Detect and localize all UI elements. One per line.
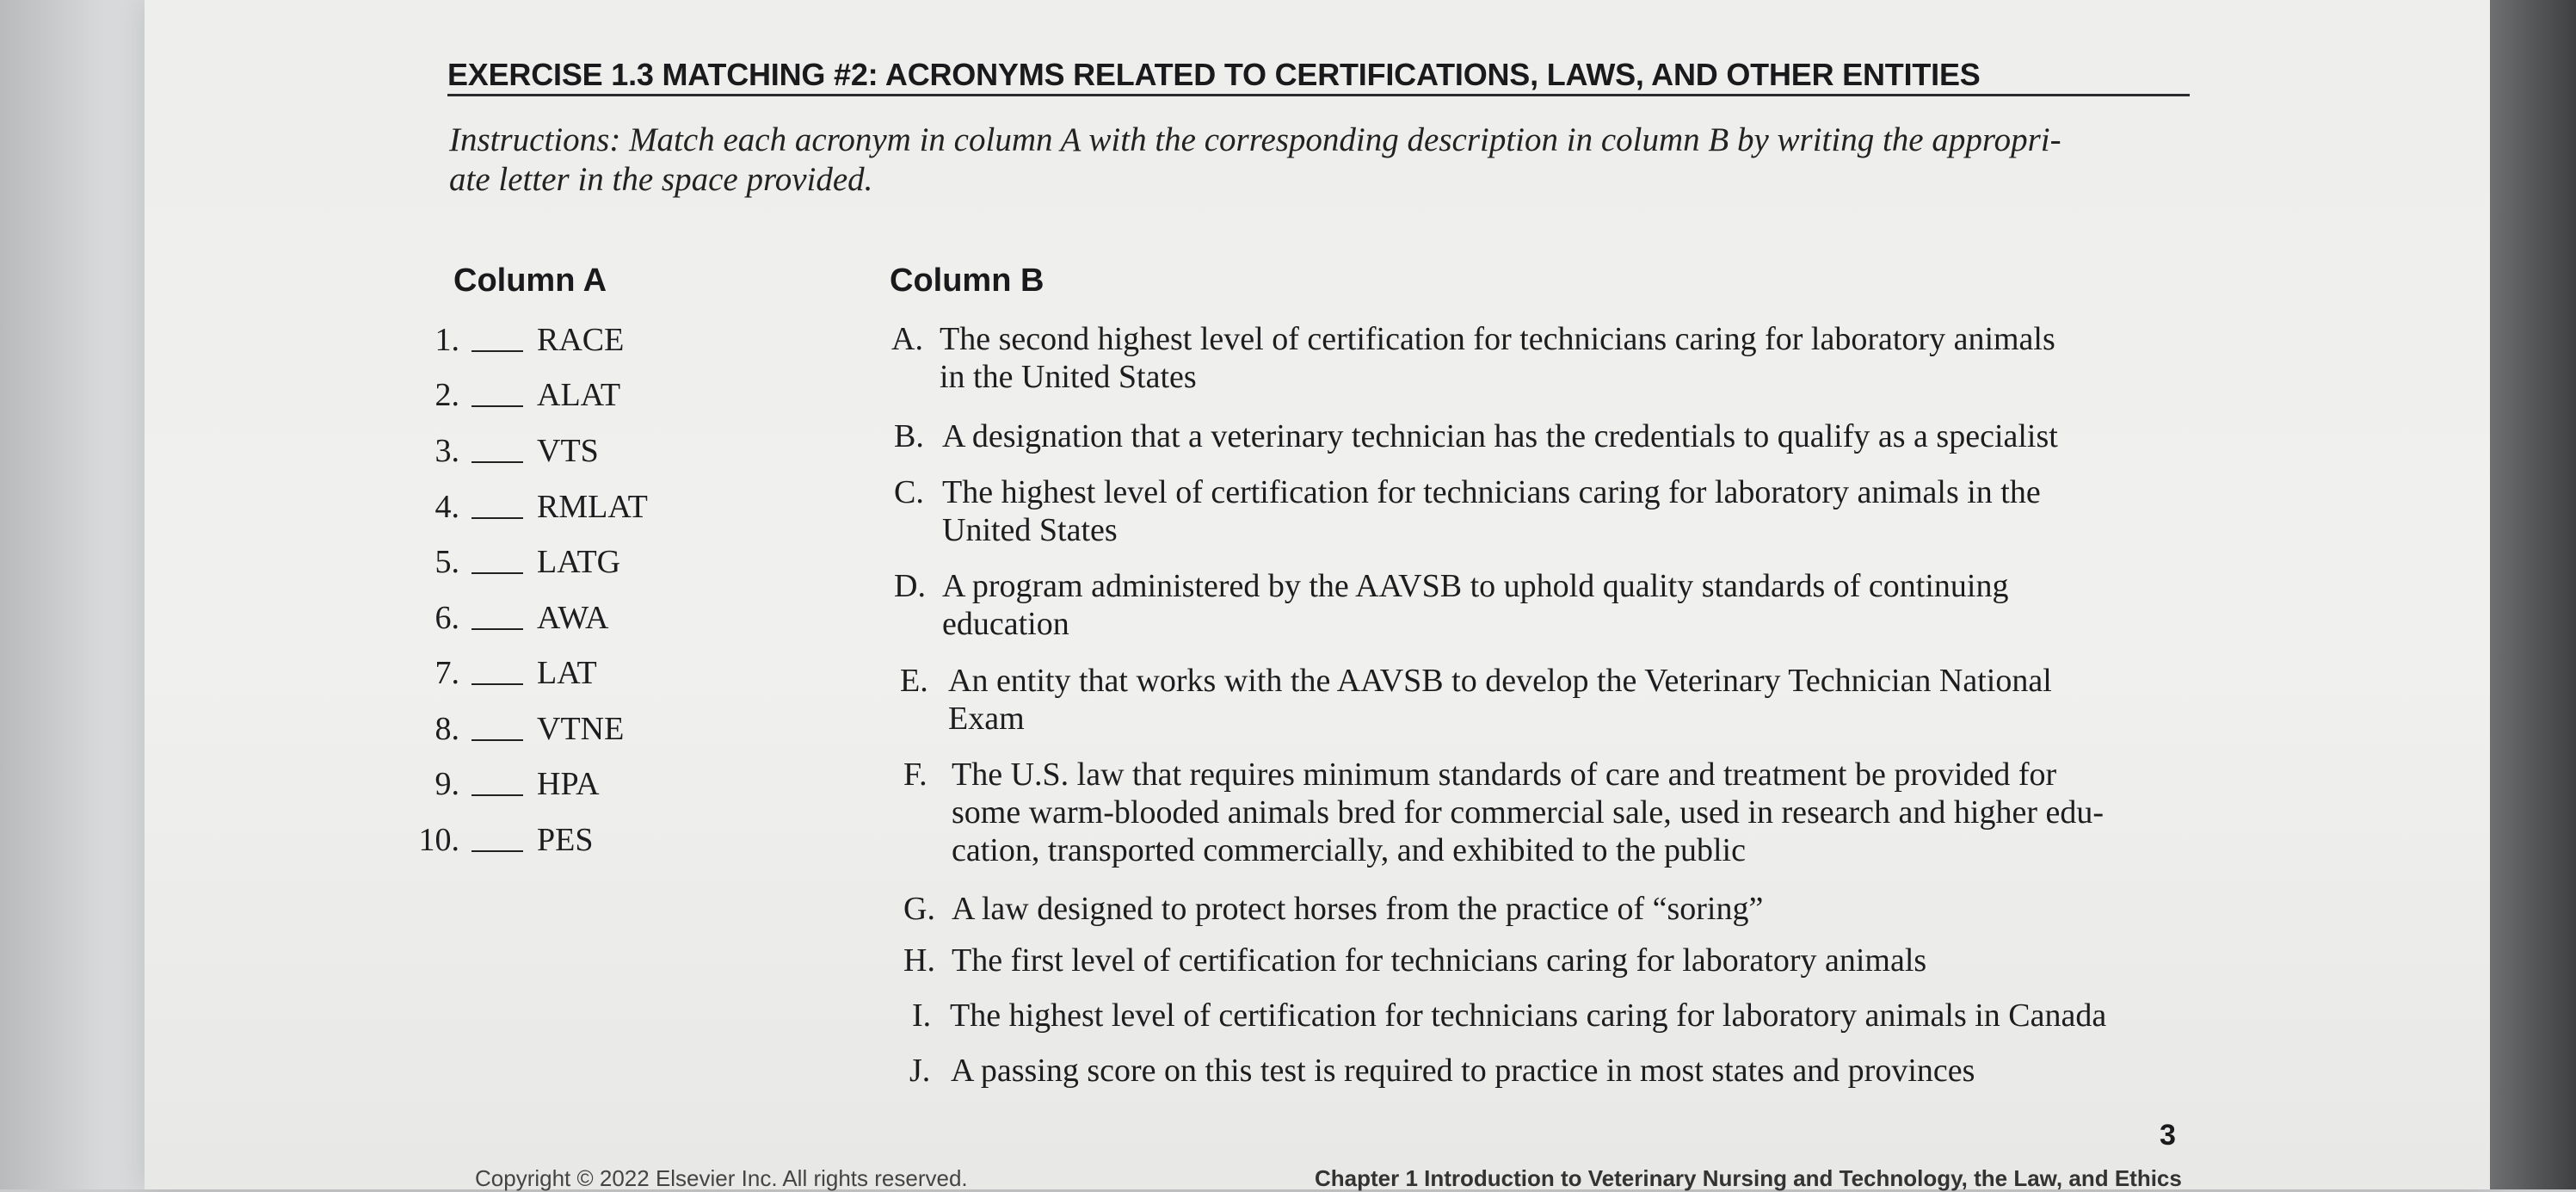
item-number: 1. [434,322,459,358]
item-letter: H. [903,942,935,979]
acronym: VTS [537,433,599,469]
acronym: LAT [537,655,597,691]
item-letter: J. [909,1053,931,1089]
item-number: 6. [434,600,459,636]
description-line: An entity that works with the AAVSB to develop the Veterinary Technician National [948,663,2052,699]
answer-blank[interactable] [471,350,523,352]
acronym: PES [537,822,594,858]
acronym: RACE [537,322,625,358]
item-letter: B. [894,418,924,454]
acronym: RMLAT [537,489,648,525]
column-a-heading: Column A [453,262,607,299]
description-line: The U.S. law that requires minimum standards of care and treatment be provided for [952,757,2057,793]
answer-blank[interactable] [471,850,523,852]
item-letter: E. [900,663,928,699]
chapter-footer: Chapter 1 Introduction to Veterinary Nursing and Technology, the Law, and Ethics [1315,1165,2182,1191]
acronym: VTNE [537,711,625,747]
item-number: 8. [434,711,459,747]
page-number: 3 [2160,1119,2176,1152]
description-line: some warm-blooded animals bred for commercial sale, used in research and higher edu- [952,794,2104,831]
item-number: 2. [434,377,459,413]
answer-blank[interactable] [471,628,523,630]
answer-blank[interactable] [471,461,523,463]
answer-blank[interactable] [471,683,523,685]
acronym: HPA [537,766,600,802]
instructions-line-2: ate letter in the space provided. [449,161,873,198]
description-line: A designation that a veterinary technician has the credentials to qualify as a specialist [942,418,2058,454]
description-line: cation, transported commercially, and exhibited to the public [952,832,1746,868]
acronym: ALAT [537,377,621,413]
answer-blank[interactable] [471,405,523,407]
description-line: Exam [948,701,1025,737]
monitor-bezel [2490,0,2576,1189]
description-line: The highest level of certification for technicians caring for laboratory animals in Canada [950,997,2107,1034]
answer-blank[interactable] [471,572,523,574]
description-line: A program administered by the AAVSB to uphold quality standards of continuing [942,568,2009,604]
item-number: 10. [418,822,459,858]
answer-blank[interactable] [471,794,523,796]
acronym: LATG [537,544,621,580]
answer-blank[interactable] [471,517,523,519]
item-number: 5. [434,544,459,580]
item-number: 3. [434,433,459,469]
description-line: The highest level of certification for technicians caring for laboratory animals in the [942,474,2041,510]
description-line: A passing score on this test is required to practice in most states and provinces [951,1053,1975,1089]
answer-blank[interactable] [471,739,523,741]
description-line: The second highest level of certification for technicians caring for laboratory animals [940,321,2055,357]
item-letter: G. [903,891,935,927]
item-letter: F. [903,757,927,793]
item-number: 4. [434,489,459,525]
description-line: United States [942,512,1118,548]
description-line: The first level of certification for technicians caring for laboratory animals [952,942,1927,979]
instructions-line-1: Instructions: Match each acronym in column A with the corresponding description in column B by writing the appropri- [449,121,2061,158]
item-letter: A. [891,321,923,357]
exercise-title: EXERCISE 1.3 MATCHING #2: ACRONYMS RELATED TO CERTIFICATIONS, LAWS, AND OTHER ENTITIES [447,57,1981,92]
copyright-footer: Copyright © 2022 Elsevier Inc. All rights reserved. [475,1165,968,1191]
description-line: A law designed to protect horses from the practice of “soring” [952,891,1764,927]
item-number: 9. [434,766,459,802]
item-letter: I. [912,997,932,1034]
column-b-heading: Column B [890,262,1045,299]
title-underline [447,94,2190,96]
item-letter: C. [894,474,924,510]
item-letter: D. [894,568,926,604]
item-number: 7. [434,655,459,691]
acronym: AWA [537,600,609,636]
description-line: education [942,606,1069,642]
description-line: in the United States [940,359,1197,395]
